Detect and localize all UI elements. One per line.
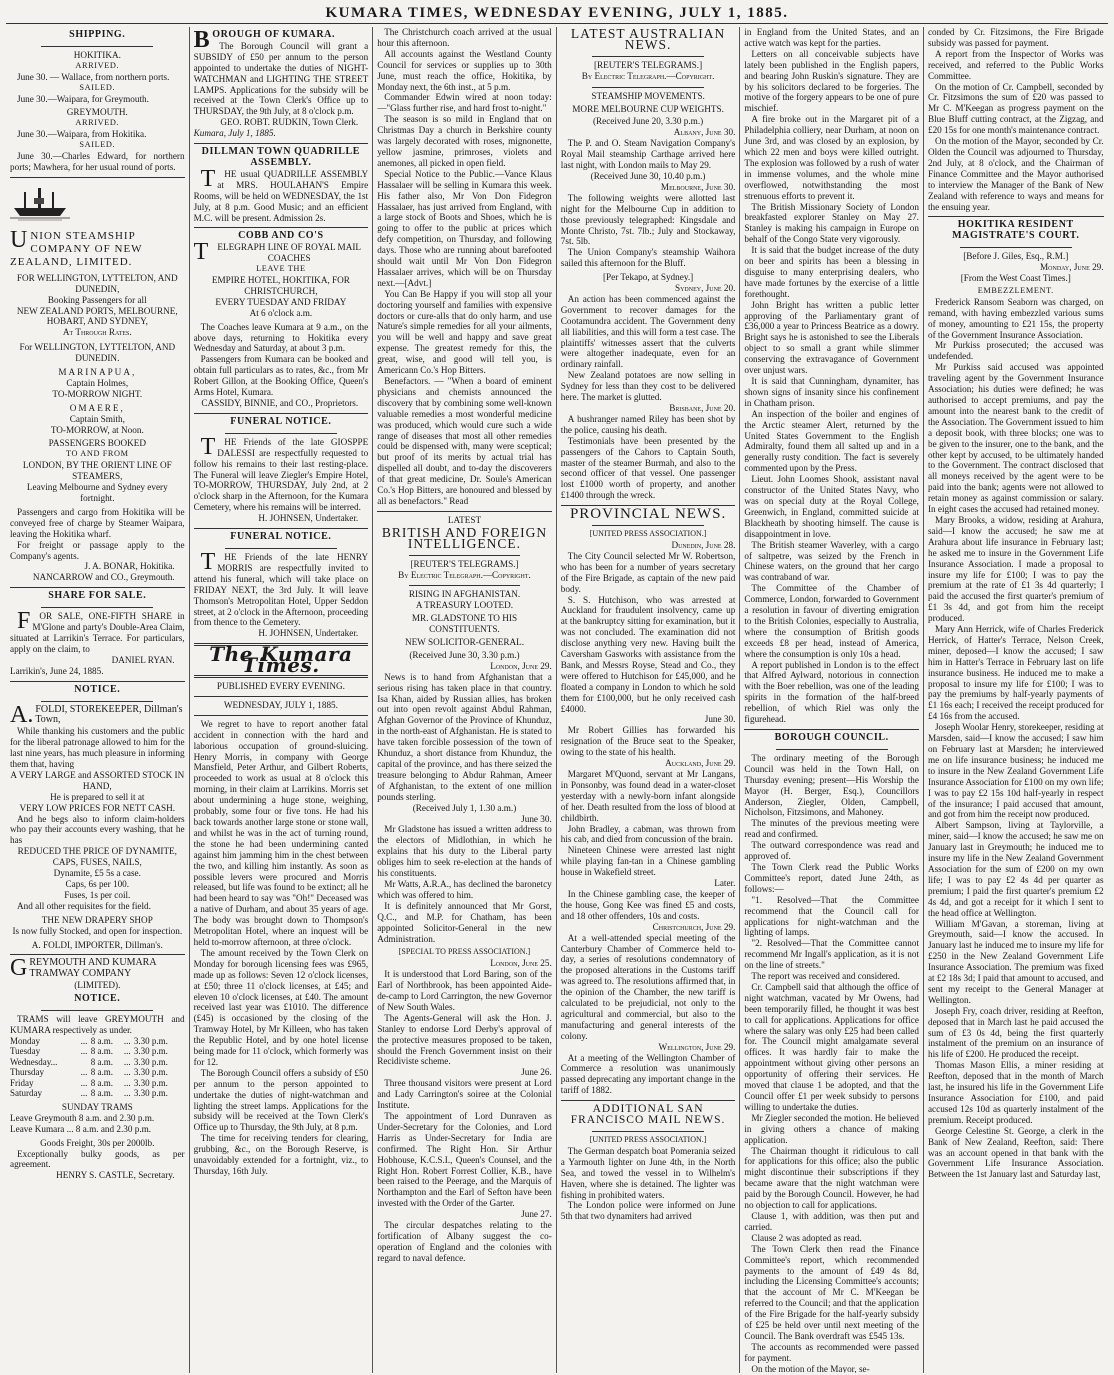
arrived-label: ARRIVED. — [75, 60, 120, 70]
foldi-line: Caps, 6s per 100. — [65, 879, 130, 889]
funeral-heading: FUNERAL NOTICE. — [230, 531, 332, 543]
received-line: (Received July 1, 1.30 a.m.) — [412, 802, 517, 813]
foldi-title: A.FOLDI, STOREKEEPER, Dillman's Town, — [10, 701, 183, 728]
usc-text: For freight or passage apply to the Company's agents. — [10, 539, 185, 561]
news-paragraph: Three thousand visitors were present at Lord and Lady Carrington's soiree at the Colonial Institute. — [377, 1078, 552, 1111]
port-greymouth: GREYMOUTH. — [66, 107, 128, 118]
afghan-heading: RISING IN AFGHANISTAN. — [408, 589, 521, 600]
column-3 — [373, 27, 557, 1373]
news-paragraph: Benefactors. — "When a board of eminent physicians and chemists announced the discovery that by combining some well-known valuable remedies a most wonderful medicine was produced, which would cure such a wide range of diseases that most all other remedies could be dispensed with, many were sceptical; but proof of its merits by actual trial has dispelled all doubt, and to-day the discoverers of that great medicine, Dr. Soule's American Co.'s Hop Bitters, are honoured and blessed by all as benefactors." Read — [377, 376, 552, 506]
shipping-entry: June 30.—Charles Edward, for northern ports; Mawhera, for her usual round of ports. — [10, 151, 185, 172]
foldi-line: REDUCED THE PRICE OF DYNAMITE, CAPS, FUSES, NAILS, — [17, 846, 177, 868]
tram-cell: ... — [80, 1088, 88, 1099]
usc-line: TO-MORROW, at Noon. — [50, 424, 144, 435]
usc-line: Captain Smith, — [69, 413, 125, 424]
tram-sunday-line: Leave Kumara ... 8 a.m. and 2.30 p.m. — [10, 1123, 152, 1134]
news-paragraph: You Can Be Happy if you will stop all your doctoring yourself and families with expensive doctors or cure-alls that do only harm, and use Nature's simple remedies for all your ailments, you will be well and happy and save great expense. The greatest remedy for this, the great, wise, and good will tell you, is Americann Co.'s Hop Bitters. — [377, 288, 552, 376]
court-heading: HOKITIKA RESIDENT MAGISTRATE'S COURT. — [952, 219, 1080, 242]
columns — [6, 27, 1108, 1373]
tram-row — [10, 1088, 185, 1099]
court-paragraph: George Celestine St. George, a clerk in the Bank of New Zealand, Reefton, said: There was an account opened in that bank with the Government Life Insurance Association. Between the 1st January last and Saturday last, — [927, 1125, 1104, 1180]
news-paragraph: The Agents-General will ask the Hon. J. Stanley to endorse Lord Derby's approval of the protective measures proposed to be taken, should the French Government insist on their Recidiviste scheme. — [377, 1012, 552, 1067]
cobb-heading: COBB AND CO'S — [238, 230, 324, 242]
foldi-line: He is prepared to sell it at — [50, 791, 145, 802]
foldi-text: And all other requisites for the field. — [17, 900, 151, 911]
news-paragraph: The Union Company's steamship Waihora sailed this afternoon for the Bluff. — [560, 247, 736, 269]
news-paragraph: Commander Edwin wired at noon today:—"Glass further rise, and hard frost to-night." — [377, 92, 552, 114]
share-body: FOR SALE, ONE-FIFTH SHARE in M'Glone and party's Double-Area Claim, situated at Larrikin's Terrace. For particulars, apply on the claim, to — [10, 608, 185, 654]
dateline: Albany, June 30. — [673, 127, 736, 138]
news-paragraph: Letters on all conceivable subjects have lately been published in the English papers, and bearing John Ruskin's signature. They are by his solicitors declared to be forgeries. The motive of the forgery appears to be one of pure mischief. — [744, 48, 919, 114]
column-2 — [190, 27, 374, 1373]
tram-row — [10, 1057, 185, 1068]
column-6 — [924, 27, 1108, 1373]
foldi-line: Dynamite, £5 5s a case. — [53, 868, 141, 879]
tram-cell: 3.30 p.m. — [133, 1088, 168, 1099]
tram-row — [10, 1036, 185, 1047]
port-hokitika: HOKITIKA. — [73, 49, 121, 60]
court-source: [From the West Coast Times.] — [960, 273, 1071, 284]
news-paragraph: Special Notice to the Public.—Vance Klaus Hassalaer will be selling in Kumara this week. His father also, Mr Von Don Fidegron Hassalaer, has just arrived from England, with a large stock of Boots and Shoes, which he is going to offer to the public at prices which defy competition, on Thursday, and following days. Those who are running about barefooted should wait until Mr Von Don Fidegron Hassalaer arrives, which will be on Thursday next.—[Advt.] — [377, 168, 552, 288]
tram-cell: Wednesday... — [10, 1056, 58, 1067]
news-paragraph: Nineteen Chinese were arrested last night while playing fan-tan in a Chinese gambling house in Wakefield street. — [560, 845, 736, 878]
cobb-line: At 6 o'clock a.m. — [249, 307, 313, 318]
usc-line: Booking Passengers for all — [47, 294, 147, 305]
steamship-heading: STEAMSHIP MOVEMENTS. — [591, 90, 705, 101]
council-paragraph: The report was received and considered. — [751, 971, 900, 982]
tram-cell: ... — [123, 1067, 131, 1078]
news-paragraph: A bushranger named Riley has been shot by the police, causing his death. — [560, 413, 736, 435]
column-5 — [740, 27, 924, 1373]
issue-date: WEDNESDAY, JULY 1, 1885. — [223, 699, 338, 710]
tram-cell: ... — [123, 1035, 131, 1046]
news-paragraph: Margaret M'Quond, servant at Mr Langans, in Ponsonby, was found dead in a water-closet yesterday with a newly-born infant alongside of her. Death resulted from the loss of blood at childbirth. — [560, 769, 736, 823]
council-paragraph: The minutes of the previous meeting were read and confirmed. — [744, 818, 919, 840]
council-paragraph: Cr. Campbell said that although the office of night watchman, vacated by Mr Owens, had been temporarily filled, he thought it was best to call for applications. Applications for office where the salary was only £25 had been called for. The Council might amalgamate several offices. It was hardly fair to make the appointment without giving other persons an opportunity of offering their services. He moved that clause 1 be adopted, and that the Council offer £1 per week subsidy to persons willing to undertake the duties. — [744, 981, 919, 1112]
news-paragraph: Mr Robert Gillies has forwarded his resignation of the Bruce seat to the Speaker, owing to the state of his health. — [560, 725, 736, 758]
tram-cell: ... — [123, 1077, 131, 1088]
leader-paragraph: The time for receiving tenders for clearing, grubbing, &c., on the Borough Reserve, is unavoidably extended for a fortnight, viz., to Thursday, 16th July. — [193, 1133, 369, 1176]
masthead: KUMARA TIMES, WEDNESDAY EVENING, JULY 1, 1885. — [6, 2, 1108, 24]
news-paragraph: The appointment of Lord Dunraven as Under-Secretary for the Colonies, and Lord Harris as Under-Secretary for India are confirmed. The Right Hon. Sir Arthur Hobhouse, K.C.S.I., Queen's Counsel, and the Right Hon. Robert Forrest Collier, K.B., have been raised to the Peerage, and the Marquis of Northampton and the Earl of Sefton have been invested with the Order of the Garter. — [377, 1111, 552, 1209]
funeral-signature: H. JOHNSEN, Undertaker. — [258, 628, 359, 639]
court-date: Monday, June 29. — [1039, 262, 1104, 273]
tram-notice: NOTICE. — [74, 993, 121, 1005]
usc-agent: J. A. BONAR, Hokitika. — [84, 561, 175, 572]
council-paragraph: On the motion of the Mayor, seconded by Cr. Olden the Council was adjourned to Thursday, 2nd July, at 8 o'clock, and the Chairman of Finance Committee and the Mayor authorised to interview the Manager of the Bank of New Zealand with reference to ways and means for the ensuing year. — [927, 136, 1104, 212]
news-paragraph: In the Chinese gambling case, the keeper of the house, Gong Kee was fined £5 and costs, and 18 other offenders, 10s and costs. — [560, 888, 736, 921]
quadrille-body: THE usual QUADRILLE ASSEMBLY at MRS. HOULAHAN'S Empire Rooms, will be held on WEDNESDAY, the 1st July, at 8 p.m. Good Music; and an efficient M.C. will be present. Admission 2s. — [193, 165, 369, 223]
funeral-signature: H. JOHNSEN, Undertaker. — [258, 513, 359, 524]
nameplate: The Kumara Times. — [209, 642, 353, 678]
foldi-line: Is now fully Stocked, and open for inspection. — [12, 925, 183, 936]
tram-cell: ... — [123, 1056, 131, 1067]
bfi-heading: BRITISH AND FOREIGN INTELLIGENCE. — [381, 524, 548, 551]
dateline: Brisbane, June 20. — [669, 403, 736, 413]
foldi-line: A VERY LARGE and ASSORTED STOCK IN HAND, — [10, 769, 185, 791]
court-paragraph: Mr Purkiss said accused was appointed traveling agent by the Government Insurance Association; his duties were defined; he was authorised to accept premiums, and pay the amount into the nearest bank to the credit of the Association. The Government issued to him a deposit book, with three blocks; one was to be given to the insurer, one to the bank, and the other kept by accused, to be ultimately handed to the Government. The contract disclosed that all moneys received by the agent were to be paid into the bank; agents were not allowed to retain money as against commission or salary. In eight cases the accused had retained money. — [927, 362, 1104, 515]
news-paragraph: It is said that the budget increase of the duty on beer and spirits has been a blessing in disguise to many enterprising dealers, who have made fortunes by the exercise of a little forethought. — [744, 245, 919, 299]
council-paragraph: The accounts as recommended were passed for payment. — [744, 1341, 919, 1363]
council-paragraph: "2. Resolved—That the Committee cannot recommend Mr Ingall's application, as it is not on the line of streets." — [744, 938, 919, 971]
news-paragraph: S. S. Hutchison, who was arrested at Auckland for fraudulent insolvency, came up at the bankruptcy sitting for examination, but it was not concluded. The examination did not disclose anything very new. Having built the Caversham Gasworks with assistance from the Bank, and Messrs Royse, Stead and Co., they were offered to Hutchison for £45,000, and he floated a company in London to which he sold them for £100,000, but he only received cash £4000. — [560, 594, 736, 714]
dateline: London, June 29. — [490, 660, 552, 671]
dateline: June 26. — [521, 1067, 552, 1078]
tram-cell: ... — [80, 1067, 88, 1078]
usc-ship: MARINAPUA, — [58, 367, 137, 378]
received-line: (Received June 30, 3.30 p.m.) — [409, 649, 520, 660]
cobb-text: Passengers from Kumara can be booked and obtain full particulars as to rates, &c., from Mr Robert Gillon, at the Booking Office, Queen's Arms Hotel, Kumara. — [193, 354, 369, 398]
dateline: Melbourne, June 30. — [660, 181, 736, 192]
leader-paragraph: The Borough Council offers a subsidy of £50 per annum to the person appointed to undertake the duties of night-watchman and lighting the street lamps. Applications for the subsidy will be received at the Town Clerk's Office up to Thursday, the 9th July, at 8 p.m. — [193, 1067, 369, 1133]
byline: By Electric Telegraph.—Copyright. — [398, 569, 531, 580]
council-paragraph: The outward correspondence was read and approved of. — [744, 840, 919, 862]
dateline: June 30. — [521, 813, 552, 824]
tram-row — [10, 1046, 185, 1057]
tram-cell: 8 a.m. — [90, 1056, 113, 1067]
news-paragraph: Lieut. John Loomes Shook, assistant naval constructor of the United States Navy, who was on special duty at the Royal College, Greenwich, in England, committed suicide at Blackheath by shooting himself. The cause is disappointment in love. — [744, 474, 919, 539]
shipping-entry: June 30.—Waipara, for Greymouth. — [17, 93, 149, 104]
tram-cell — [81, 1057, 91, 1068]
tram-cell: 8 a.m. — [90, 1035, 113, 1046]
special-label: [SPECIAL TO PRESS ASSOCIATION.] — [398, 947, 531, 957]
column-1 — [6, 27, 190, 1373]
council-paragraph: The Chairman thought it ridiculous to call for applications for this office; also the public might discontinue their subscriptions if they became aware that the night watchman were paid by the Borough Council. However, he had no objection to call for applications. — [744, 1145, 919, 1211]
cobb-line: EMPIRE HOTEL, HOKITIKA, FOR CHRISTCHURCH, — [211, 275, 350, 296]
reuter-label: [REUTER'S TELEGRAMS.] — [593, 59, 703, 70]
upa-label: [UNITED PRESS ASSOCIATION.] — [589, 1135, 707, 1144]
usc-line: TO-MORROW NIGHT. — [52, 388, 143, 399]
council-paragraph: On the motion of the Mayor, se- — [751, 1363, 870, 1373]
news-paragraph: The P. and O. Steam Navigation Company's Royal Mail steamship Carthage arrived here last night, with London mails to May 29. — [560, 138, 736, 171]
usc-line: Leaving Melbourne and Sydney every fortnight. — [26, 482, 168, 503]
news-paragraph: The City Council selected Mr W. Robertson, who has been for a number of years secretary of the Fire Brigade, as captain of the new paid body. — [560, 550, 736, 594]
tram-cell: 3.30 p.m. — [133, 1035, 168, 1046]
borough-heading: BOROUGH OF KUMARA. — [193, 27, 336, 53]
news-paragraph: The season is so mild in England that on Christmas Day a church in Berkshire county was largely decorated with roses, mignonette, yellow jasmine, primroses, violets and anemones, all picked in open field. — [377, 114, 552, 168]
upa-label: [UNITED PRESS ASSOCIATION.] — [589, 529, 707, 539]
news-paragraph: At a well-attended special meeting of the Canterbury Chamber of Commerce held to-day, a series of resolutions condemnatory of the proposed alterations in the Customs tariff was agreed to. The resolutions affirmed that, in the opinion of the Chamber, the new tariff is calculated to be prejudicial, not only to the agricultural and commercial, but also to the manufacturing and general interests of the colony. — [560, 932, 736, 1041]
tram-signature: HENRY S. CASTLE, Secretary. — [56, 1170, 175, 1181]
council-paragraph: On the motion of Cr. Campbell, seconded by Cr. Fitzsimons the sum of £20 was passed to Mr C. M'Keegan as progress payment on the Blue Bluff cutting contract, at the Zigzag, and £20 15s for one month's maintenance contract. — [927, 81, 1104, 136]
council-paragraph: A report from the Inspector of Works was received, and referred to the Public Works Committee. — [927, 48, 1104, 81]
tram-cell: Tuesday — [10, 1046, 41, 1057]
share-signature: DANIEL RYAN. — [111, 654, 175, 665]
dateline: June 30. — [704, 714, 736, 725]
court-paragraph: William M'Gavan, a storeman, living at Greymouth, said—I know the accused. In January last he induced me to insure my life for £250 in the New Zealand Government Life Insurance Association. The premium was fixed at £2 18s 3d; I paid that amount to accused, and sent my receipt to the General Manager at Wellington. — [927, 918, 1104, 1005]
council-paragraph: The Town Clerk read the Public Works Committee's report, dated June 24th, as follows:— — [744, 861, 919, 894]
council-paragraph: Clause 2 was adopted as read. — [751, 1232, 862, 1243]
tram-goods: Goods Freight, 30s per 2000lb. — [40, 1137, 155, 1148]
news-paragraph: John Bradley, a cabman, was thrown from his cab, and died from concussion of the brain. — [560, 823, 736, 845]
sailed-label: SAILED. — [79, 82, 116, 92]
tram-title: GREYMOUTH AND KUMARA TRAMWAY COMPANY — [10, 955, 157, 982]
dateline: Wellington, June 29. — [658, 1041, 736, 1052]
received-line: (Received June 20, 3.30 p.m.) — [592, 116, 704, 127]
foldi-line: THE NEW DRAPERY SHOP — [41, 914, 153, 925]
received-line: (Received June 30, 10.40 p.m.) — [590, 170, 706, 181]
news-paragraph: An inspection of the boiler and engines of the Arctic steamer Alert, returned by the United States Government to the English Admiralty, found them all salted up and in a generally rusty condition. The fact is severely commented upon by the Press. — [744, 408, 919, 474]
news-paragraph: The following weights were allotted last night for the Melbourne Cup in addition to those previously telegraphed: Kingsdale and Monte Christo, 7st. 7lb.; July and Stockaway, 7st. 5lb. — [560, 192, 736, 247]
column-4 — [557, 27, 741, 1373]
court-paragraph: Albert Sampson, living at Taylorville, a miner, said—I know the accused; he saw me on January last in Greymouth; he induced me to insure my life in the New Zealand Government Association for the sum of £200 on my own life; I was to pay £2 4s 4d per quarter as premium; I paid the first quarter's premium £2 4s 4d, and got a receipt for it which I sent to the head office at Wellington. — [927, 820, 1104, 918]
court-paragraph: Mr Purkiss prosecuted; the accused was undefended. — [927, 340, 1104, 362]
dateline: June 27. — [521, 1209, 552, 1220]
borough-council-heading: BOROUGH COUNCIL. — [774, 732, 889, 743]
funeral-body: THE Friends of the late HENRY MORRIS are respectfully invited to attend his funeral, which will take place on FRIDAY NEXT, the 3rd July. It will leave Thomson's Metropolitan Hotel, Upper Seddon street, at 2 o'clock in the Afternoon, proceeding from thence to the Cemetery. — [193, 548, 369, 628]
council-paragraph: Mr Ziegler seconded the motion. He believed in giving others a chance of making application. — [744, 1112, 919, 1145]
foldi-text: While thanking his customers and the public for the liberal patronage allowed to him for the last nine years, has much pleasure in informing them that, having — [10, 726, 185, 770]
news-paragraph: The British steamer Waverley, with a cargo of saltpetre, was seized by the French in Chinese waters, on the ground that her cargo was contraband of war. — [744, 539, 919, 583]
news-paragraph: It is understood that Lord Baring, son of the Earl of Northbrook, has been appointed Aide-de-camp to Lord Carrington, the new Governor of New South Wales. — [377, 969, 552, 1012]
foldi-line: Fuses, 1s per coil. — [64, 889, 131, 900]
court-paragraph: Joseph Woolar Henry, storekeeper, residing at Marsden, said—I know the accused; I saw him on February last at Marsden; he interviewed me on life insurance business; he induced me to insure in the New Zealand Government Life Insurance Association for £100 on my own life; I was to pay £2 15s 10d half-yearly in respect of the insurance; I paid accused that amount, and got from him the receipt now produced. — [927, 722, 1104, 820]
news-paragraph: in England from the United States, and an active watch was kept for the parties. — [744, 27, 919, 48]
news-paragraph: Mr Gladstone has issued a written address to the electors of Midlothian, in which he explains that his duty to the Liberal party obliges him to seek re-election at the hands of his constituents. — [377, 824, 552, 879]
cobb-line: EVERY TUESDAY AND FRIDAY — [215, 296, 347, 307]
shipping-entry: June 30. — Wallace, from northern ports. — [17, 71, 170, 82]
solicitor-heading: NEW SOLICITOR-GENERAL. — [404, 637, 525, 648]
tram-cell: Thursday — [10, 1067, 44, 1078]
news-paragraph: Mr Watts, A.R.A., has declined the baronetcy which was offered to him. — [377, 878, 552, 900]
usc-route: FOR WELLINGTON, LYTTELTON, AND DUNEDIN, — [16, 272, 178, 294]
court-paragraph: Frederick Ransom Seaborn was charged, on remand, with having embezzled various sums of money, amounting to £21 15s, the property of the Government Insurance Association. — [927, 296, 1104, 340]
news-paragraph: All accounts against the Westland County Council for services or supplies up to 30th June, must reach the office, Hokitika, by Monday next, the 6th inst., at 5 p.m. — [377, 48, 552, 92]
court-paragraph: Mary Ann Herrick, wife of Charles Frederick Herrick, of Hatter's Terrace, Nelson Creek, miner, deposed—I know the accused; I saw him in Hatter's Terrace in February last on life insurance business. He induced me to make a proposal to insure my life for £100; I was to pay the premiums by half-yearly payments of £1 16s each; I received the receipt produced for £4 16s from the accused. — [927, 624, 1104, 722]
news-paragraph: A fire broke out in the Margaret pit of a Philadelphia colliery, near Durham, at noon on June 3rd, and was closed by an explosion, by which 22 men and boys were killed outright. The explosion was followed by a rush of water in immense volumes, and the whole mine overflowed, notwithstanding the most strenuous efforts to prevent it. — [744, 114, 919, 201]
usc-line: Captain Holmes, — [66, 377, 129, 388]
cup-heading: MORE MELBOURNE CUP WEIGHTS. — [572, 103, 724, 114]
news-paragraph: The London police were informed on June 5th that two dynamiters had arrived — [560, 1200, 736, 1222]
tram-sunday: SUNDAY TRAMS — [61, 1101, 133, 1112]
usc-agent: NANCARROW and CO., Greymouth. — [32, 572, 175, 583]
published-line: PUBLISHED EVERY EVENING. — [216, 681, 345, 692]
tram-cell: 8 a.m. — [90, 1077, 113, 1088]
gladstone-heading: MR. GLADSTONE TO HIS CONSTITUENTS. — [411, 613, 518, 635]
tram-row — [10, 1067, 185, 1078]
leader-paragraph: The amount received by the Town Clerk on Monday for borough licensing fees was £965, made up as follows: Seven 12 o'clock licenses, at £50; three 11 o'clock licenses, at £45; and eleven 10 o'clock licenses, at £40. The amount received last year was £1010. The difference (£45) is occasioned by the closing of the Tramway Hotel, by Mr Killeen, who has taken the Republic Hotel, and by one hotel license being made for 11 o'clock, which formerly was for 12. — [193, 947, 369, 1067]
council-paragraph: The Town Clerk then read the Finance Committee's report, which recommended payments to the amount of £49 4s 8d, including the Licensing Committee's accounts; that the account of Mr C. M'Keegan be referred to the Council; and that the application of the Fire Brigade for the half-yearly subsidy of £25 be held over until next meeting of the Council. The Bank overdraft was £545 13s. — [744, 1243, 919, 1341]
shipping-entry: June 30.—Waipara, from Hokitika. — [17, 129, 147, 140]
cobb-text: The Coaches leave Kumara at 9 a.m., on the above days, returning to Hokitika every Wednesday and Saturday, at about 3 p.m. — [193, 321, 369, 354]
news-paragraph: The circular despatches relating to the fortification of Albany suggest the co-operation of England and the colonies with regard to naval defence. — [377, 1220, 552, 1263]
foldi-signature: A. FOLDI, IMPORTER, Dillman's. — [31, 939, 163, 950]
tram-cell: ... — [123, 1088, 131, 1099]
news-paragraph: The British Missionary Society of London breakfasted explorer Stanley on May 27. Stanley is making his campaign in Europe on behalf of the Congo State very vigorously. — [744, 201, 919, 245]
funeral-body: THE Friends of the late GIOSPPE DALESSI are respectfully requested to follow his remains to their last resting-place. The Funeral will leave Ziegler's Empire Hotel, TO-MORROW, THURSDAY, July 2nd, at 2 o'clock sharp in the Afternoon, for the Kumara Cemetery, where his remains will be interred. — [193, 433, 369, 513]
news-paragraph: John Bright has written a public letter approving of the Parliamentary grant of £36,000 a year to Princess Beatrice as a dowry. Bright says he is astonished to see the Liberals object to so small a grant while slimmer conserving the extravagance of Government over unjust wars. — [744, 299, 919, 376]
tram-cell: ... — [80, 1046, 88, 1057]
news-paragraph: Testimonials have been presented by the passengers of the Cahors to Captain South, master of the steamer Burmah, and also to the second officer of that vessel. One passenger lost £1000 worth of property, and another £1400 through the wreck. — [560, 435, 736, 501]
council-paragraph: "1. Resolved—That the Committee recommend that the Council call for applications for night-watchman and the lighting of lamps. — [744, 894, 919, 938]
foldi-text: And he begs also to inform claim-holders who pay their accounts every washing, that he has — [10, 813, 185, 846]
council-paragraph: Clause 1, with addition, was then put and carried. — [744, 1210, 919, 1232]
cobb-signature: CASSIDY, BINNIE, and CO., Proprietors. — [201, 398, 359, 408]
dateline: Dunedin, June 28. — [671, 539, 736, 550]
embezzlement-label: EMBEZZLEMENT. — [977, 285, 1054, 295]
tram-cell: ... — [123, 1046, 131, 1057]
tram-cell: 3.30 p.m. — [133, 1077, 168, 1088]
court-before: [Before J. Giles, Esq., R.M.] — [963, 251, 1069, 262]
court-paragraph: Joseph Fry, coach driver, residing at Reefton, deposed that in March last he paid accused the sum of £3 0s 4d, being the first quarterly instalment of the premium on an insurance of his life of £200. He produced the receipt. — [927, 1005, 1104, 1060]
latest-heading: LATEST — [447, 514, 482, 525]
tram-cell: Monday — [10, 1035, 40, 1046]
dateline: Sydney, June 20. — [674, 283, 736, 294]
steamship-icon — [10, 184, 70, 222]
tram-cell: 3.30 p.m. — [133, 1067, 168, 1078]
borough-signature: GEO. ROBT. RUDKIN, Town Clerk. — [220, 117, 359, 128]
funeral-heading: FUNERAL NOTICE. — [230, 415, 332, 427]
usc-line: PASSENGERS BOOKED — [48, 438, 147, 449]
tram-cell: 8 a.m. — [90, 1088, 113, 1099]
australian-heading: LATEST AUSTRALIAN NEWS. — [570, 27, 726, 52]
dateline: London, June 25. — [490, 958, 552, 969]
council-paragraph: The ordinary meeting of the Borough Council was held in the Town Hall, on Thursday evening; present—His Worship the Mayor (H. Berger, Esq.), Councillors Anderson, Ziegler, Olden, Campbell, Nicholson, Fitzsimons, and Mahoney. — [744, 752, 919, 818]
tram-sunday-line: Leave Greymouth 8 a.m. and 2.30 p.m. — [10, 1112, 155, 1123]
tram-cell: 8 a.m. — [90, 1067, 113, 1078]
tram-cell: 3.30 p.m. — [133, 1056, 168, 1067]
news-paragraph: News is to hand from Afghanistan that a serious rising has taken place in that country. Isa Khan, aided by Russian allies, has broken out into open revolt against Abdul Rahman, Afghan Governor of the Province of Khunduz, in the north-east of Afghanistan. He is stated to have taken forcible possession of the town of Khunduz, a short distance from Khunduz, the capital of the province, and has there seized the treasure belonging to Abdur Rahman, Ameer of Afghanistan, to the extent of one million pounds sterling. — [377, 671, 552, 802]
tram-cell: ... — [80, 1077, 88, 1088]
tram-bulky: Exceptionally bulky goods, as per agreement. — [10, 1148, 185, 1170]
usc-line: LONDON, BY THE ORIENT LINE OF STEAMERS, — [22, 460, 172, 482]
usc-ship: OMAERE, — [69, 402, 125, 413]
tram-timetable — [10, 1036, 185, 1099]
tram-cell: 8 a.m. — [90, 1046, 113, 1057]
provincial-heading: PROVINCIAL NEWS. — [569, 506, 727, 523]
news-paragraph: An action has been commenced against the Government to recover damages for the Cootamundra accident. The Government deny all liabilities, and this will form a test case. The plaintiffs' witnesses assert that the culverts were altogether inadequate, even for an ordinary rainfall. — [560, 293, 736, 370]
dateline: Christchurch, June 29. — [652, 921, 736, 932]
tram-cell: ... — [80, 1035, 88, 1046]
usc-line: TO AND FROM — [65, 449, 129, 459]
news-paragraph: The Christchurch coach arrived at the usual hour this afternoon. — [377, 27, 552, 48]
tram-row — [10, 1078, 185, 1089]
usc-text: Passengers and cargo from Hokitika will be conveyed free of charge by Steamer Waipara, leaving the Hokitika wharf. — [10, 506, 185, 539]
tram-cell: Friday — [10, 1077, 34, 1088]
court-paragraph: Mary Brooks, a widow, residing at Arahura, said—I know the accused; he saw me at Arahura about life insurance in February last; he asked me to insure in the Government Life Insurance Association. I made a proposal to insure my life for £100; I was to pay the premium at the rate of £1 3s 4d quarterly; I paid the accused the first quarter's premium of £1 3s 4d, and got from him the receipt produced. — [927, 514, 1104, 624]
council-paragraph: conded by Cr. Fitzsimons, the Fire Brigade subsidy was passed for payment. — [927, 27, 1104, 48]
court-paragraph: Thomas Mason Ellis, a miner residing at Reefton, deposed that in the month of March last, he insured his life in the Government Life Insurance Association for £100, and paid accused 12s 10d as quarterly instalment of the premium. Receipt produced. — [927, 1060, 1104, 1125]
cobb-line: TELEGRAPH LINE OF ROYAL MAIL COACHES — [193, 239, 362, 266]
reuter-label: [REUTER'S TELEGRAMS.] — [410, 558, 519, 569]
tram-ltd: (LIMITED). — [74, 980, 121, 991]
news-paragraph: At a meeting of the Wellington Chamber of Commerce a resolution was unanimously passed deprecating any important change in the tariff of 1882. — [560, 1052, 736, 1096]
sanfrancisco-heading: ADDITIONAL SAN FRANCISCO MAIL NEWS. — [570, 1103, 726, 1127]
sailed-label: SAILED. — [79, 140, 116, 150]
usc-line: NEW ZEALAND PORTS, MELBOURNE, HOBART, AND SYDNEY, — [16, 305, 178, 327]
leader-paragraph: We regret to have to report another fatal accident in connection with the hard and laborious occupation of ground-sluicing. Henry Morris, in company with George Mansfield, Peter Arthur, and Gilbert Roberts, proceeded to work as usual at 8 o'clock this morning, in their claim at Larrikins. Morris set about undermining a huge stone, weighing, probably, some four or five tons. He had his back towards another large stone or stone wall, and whilst he was in the act of turning round, the stone he had been undermining canted against him jamming him in the chest between the two, and killing him instantly. As soon as possible levers were procured and Morris released, but life was found to be extinct; all he had been heard to say was "Oh!" Deceased was a native of Durham, and about 35 years of age. The body was brought down to Thompson's Metropolitan Hotel, where an inquest will be held to-morrow afternoon, at three o'clock. — [193, 718, 369, 947]
quadrille-heading: DILLMAN TOWN QUADRILLE ASSEMBLY. — [201, 146, 361, 168]
news-paragraph: It is definitely announced that Mr Gorst, Q.C., and M.P. for Chatham, has been appointed Solicitor-General in the new Administration. — [377, 900, 552, 944]
foldi-line: VERY LOW PRICES FOR NETT CASH. — [19, 802, 176, 813]
tram-cell: Saturday — [10, 1088, 42, 1099]
share-date: Larrikin's, June 24, 1885. — [10, 665, 104, 676]
usc-line: For WELLINGTON, LYTTELTON, AND DUNEDIN. — [19, 342, 176, 364]
usc-line: At Through Rates. — [62, 327, 132, 338]
news-paragraph: The German despatch boat Pomerania seized a Yarmouth lighter on June 4th, in the North Sea, and towed the vessel in to Wilhelm's Haven, where she is detained. The lighter was fishing in prohibited waters. — [560, 1145, 736, 1200]
notice-heading: NOTICE. — [74, 683, 121, 695]
borough-date: Kumara, July 1, 1885. — [193, 128, 276, 139]
news-paragraph: It is said that Cunningham, dynamiter, has shown signs of insanity since his confinement in Chatham prison. — [744, 376, 919, 408]
news-paragraph: The Committee of the Chamber of Commerce, London, forwarded to Government a resolution in favour of diverting emigration to the British Colonies, especially to Australia, where the consumption of British goods exceeds £8 per head, instead of America, where the consumption is only 10s a head. — [744, 583, 919, 659]
afghan-subheading: A TREASURY LOOTED. — [415, 600, 514, 611]
arrived-label: ARRIVED. — [75, 118, 120, 128]
share-heading: SHARE FOR SALE. — [48, 590, 147, 602]
usc-title: UNION STEAMSHIP COMPANY OF NEW ZEALAND, LIMITED. — [10, 226, 143, 268]
borough-body: The Borough Council will grant a SUBSIDY of £50 per annum to the person appointed to undertake the duties of NIGHT-WATCHMAN and LIGHTING THE STREET LAMPS. Applications for the subsidy will be received at the Town Clerk's Office up to THURSDAY, the 9th July, at 8 o'clock p.m. — [193, 40, 369, 117]
dateline: Auckland, June 29. — [665, 758, 736, 769]
cobb-line: LEAVE THE — [256, 264, 306, 274]
tekapo-label: [Per Tekapo, at Sydney.] — [602, 272, 694, 283]
byline: By Electric Telegraph.—Copyright. — [581, 70, 715, 81]
shipping-heading: SHIPPING. — [69, 29, 126, 40]
dateline: Later. — [714, 878, 736, 889]
news-paragraph: New Zealand potatoes are now selling in Sydney for less than they cost to be delivered here. The market is glutted. — [560, 370, 736, 403]
tram-intro: TRAMS will leave GREYMOUTH and KUMARA respectively as under. — [10, 1014, 185, 1035]
news-paragraph: A report published in London is to the effect that Alfred Aylward, notorious in connection with the Boer rebellion, was one of the leading spirits in the formation of the half-breed rebellion, of which Riel was only the figurehead. — [744, 659, 919, 725]
tram-cell: 3.30 p.m. — [133, 1046, 168, 1057]
